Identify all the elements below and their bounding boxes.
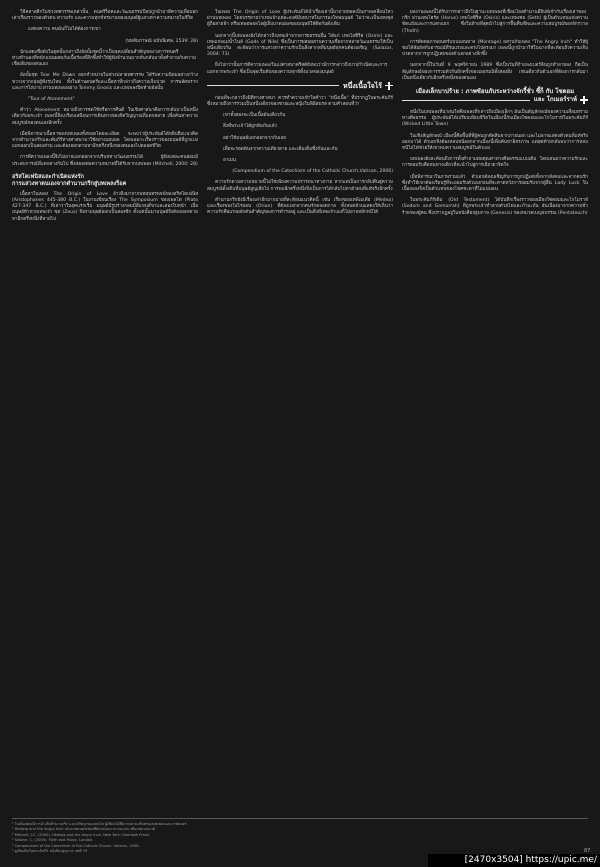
footnote: ⁶ ดูเพิ่มเติมในพระคัมภีร์ หนังสือปฐมกาล บทที่ 19: [12, 849, 88, 854]
paragraph: การตีความเพลงนี้จึงไม่อาจแยกออกจากบริบททางวัฒนธรรมได้ ผู้ฟังแต่ละคนย่อมมีประสบการณ์ที่แตกต่างกันไป ซึ่งส่งผลต่อความหมายที่ได้รับจากบทเพลง (Mitchell, 2000: 28): [12, 155, 198, 167]
section-heading: [207, 82, 393, 90]
footnote: ² Hedwig and the Angry Inch เป็นภาพยนตร์เพลงที่ดัดแปลงมาจากละครเวทีออฟบรอดเวย์: [12, 827, 155, 832]
footnote: ⁵ Compendium of the Catechism of the Catholic Church. Vatican, 2006.: [12, 843, 140, 848]
text-column-right: [402, 10, 588, 222]
paragraph: วิธีคลาสสิกในช่วงทศวรรษเหล่านั้น ดนตรีร็อคและวัฒนธรรมป๊อปถูกนำมาตีความเพื่อบอกเล่าเรื่องราวของตัวตน ความรัก และความทุกข์ทรมานของมนุษย์ผู้แสวงหาความหมายในชีวิต: [12, 10, 198, 22]
section-heading-text: หนึ่งเนื้อใจไร้: [343, 81, 382, 90]
paragraph: อัลบั้มชุด Tear Me Down ออกจำหน่ายในช่วงปลายทศวรรษ ได้รับความนิยมอย่างกว้างขวางจากกลุ่มผู้ฟังรุ่นใหม่ ทั้งในด้านดนตรีและเนื้อหาที่กล่าวถึงความเจ็บปวด การพลัดพราก และการไถ่บาป ผ่านบทเพลงอย่าง Tommy Gnosis และบทเพลงปิดท้ายอัลบั้ม: [12, 73, 198, 91]
section-heading: [402, 88, 588, 104]
paragraph: คำว่า Atonement หมายถึงการชดใช้หรือการคืนดี ในเชิงศาสนาคือการกลับมาเป็นหนึ่งเดียวกับพระเจ้า เพลงนี้จึงเปรียบเสมือนการเดินทางของจิตวิญญาณที่แตกสลาย เพื่อค้นหาความสมบูรณ์ของตนเองอีกครั้ง: [12, 108, 198, 126]
text-column-middle: [207, 10, 393, 221]
scripture-verse: เขาทั้งสองจะเป็นเนื้ออันเดียวกัน: [223, 113, 286, 119]
paragraph: นอกจากนี้บทเพลงยังได้กล่าวถึงเทพเจ้าจากอารยธรรมอื่น ได้แก่ เทพโอซิริส (Osiris) และเทพแห่งแม่น้ำไนล์ (Gods of Nile) ซึ่งเป็นการผสมผสานความเชื่อจากหลายวัฒนธรรมให้เป็นหนึ่งเดียวกัน สะท้อนว่าการแสวงหาความรักเป็นสิ่งสากลที่มนุษย์ทุกคนต้องเผชิญ (Salazar, 2004: 73): [207, 33, 393, 58]
paragraph: บทเพลงยังสะท้อนถึงการตั้งคำถามต่อคุณค่าทางศีลธรรมแบบเดิม โดยเสนอว่าความรักและการยอมรับคือหนทางเดียวที่จะนำไปสู่การเยียวยาจิตใจ: [402, 157, 588, 169]
song-title: "Tour of Atonement": [28, 97, 75, 103]
verse-citation: (Compendium of the Catechism of the Catholic Church,Vatican, 2006): [232, 169, 393, 175]
footnotes: [12, 818, 591, 854]
text-column-left: [12, 10, 198, 228]
paragraph: การตัดต่อภาพยนตร์แบบมอนทาจ (Montage) ผสานกับเพลง "The Angry Inch" ทำให้ผู้ชมได้สัมผัสกับอารมณ์ที่รุนแรงและตรงไปตรงมา เพลงนี้ถูกนำมาใช้ในฉากที่สะท้อนถึงความเจ็บปวดจากการถูกปฏิเสธของตัวเอกอย่างลึกซึ้ง: [402, 39, 588, 58]
cross-icon: [385, 82, 393, 90]
paragraph: ในพระคัมภีร์เดิม (Old Testament) ได้บันทึกเรื่องราวของเมืองโซดอมและโกโมราห์ (Sodom and Gomorrah) ที่ถูกพระเจ้าทำลายด้วยไฟและกำมะถัน อันเนื่องมาจากความชั่วร้ายของผู้คน ซึ่งปรากฏอยู่ในหนังสือปฐมกาล (Genesis) ของหมวดเบญจบรรณ (Pentateuch): [402, 198, 588, 216]
footnote: ³ Mitchell, J.C. (2000). Hedwig and the Angry Inch. New York: Overlook Press.: [12, 832, 150, 837]
page-number: 87: [584, 848, 591, 854]
quote-citation: (บทสัมภาษณ์ ฉบับพิเศษ, 2539: 28): [125, 38, 198, 44]
footnote: ¹ ในเนื้อเพลงมีการอ้างถึงตำนานกรีก และปรัชญาของเพลโต ผู้เขียนได้ตีความตามบริบทของบทเพลงและภาพยนตร์: [12, 822, 187, 826]
paragraph: ก่อนที่จะกล่าวถึงมิติทางศาสนา ควรทำความเข้าใจคำว่า "หนึ่งเนื้อ" ที่ปรากฏในพระคัมภีร์ ซึ่งหมายถึงการรวมเป็นหนึ่งเดียวของชายและหญิงในพิธีสมรส ตามคำสอนที่ว่า: [207, 95, 393, 108]
subheading-line-1: อริสโตเฟนิสและกำเนิดแห่งรัก: [12, 173, 84, 180]
paragraph: ในเชิงสัญลักษณ์ เมืองนี้คือพื้นที่ที่ผู้คนถูกตัดสินจากภายนอก และไม่อาจแสดงตัวตนที่แท้จริงออกมาได้ ตัวเอกจึงต้องหลบหนีออกจากเมืองนี้เพื่อค้นหาอิสรภาพ แต่สุดท้ายกลับพบว่าการหลบหนีไม่ได้ช่วยให้เขาพบความสมบูรณ์ในตัวเอง: [402, 133, 588, 152]
paragraph: ยิ่งไปกว่านั้นการตีความเพลงในแง่ศาสนาคริสต์ยังพบว่ามีการกล่าวถึงบาปกำเนิดและการแยกจากพระเจ้า ซึ่งเป็นจุดเริ่มต้นของความทุกข์ทั้งมวลของมนุษย์: [207, 63, 388, 75]
section-heading-line-1: เมืองเล็กบาปร้าย : ภาพซ้อนกับระหว่างจักรี้ชั่ว ซี้ก็ กับ โซดอม: [415, 88, 575, 96]
paragraph: นักแสดงชื่อดังในยุคนั้นกล่าวถึงอัลบั้มชุดนี้ว่าเป็นจุดเปลี่ยนสำคัญของวงการดนตรี ท่วงทำนองที่หนักแน่นผสมกับเนื้อร้องที่ลึกซึ้งทำให้ผู้ฟังจำนวนมากหันกลับมาตั้งคำถามกับความเชื่อเดิมของตนเอง: [12, 49, 197, 68]
paragraph: ความรักตามความหมายนี้ไม่ใช่เพียงความปรารถนาทางกาย หากแต่เป็นการกลับคืนสู่ความสมบูรณ์ดั้งเดิมที่มนุษย์สูญเสียไป การพบอีกครึ่งหนึ่งจึงเป็นการได้กลับไปหาตัวตนที่แท้จริงอีกครั้ง: [207, 180, 393, 192]
block-quote: แสดงความ คนฉันก็ไม่ได้ต้องการเขา: [28, 27, 101, 33]
paragraph: เนื้อหาในเพลง The Origin of Love อ้างอิงมาจากบทสุนทรพจน์ของอริสโตเฟนิส (Aristophanes 445-380 B.C.) ในงานเขียนเรื่อง The Symposium ของเพลโต (Plato 427-347 B.C.) ที่เล่าว่าในยุคแรกเริ่ม มนุษย์มีรูปร่างกลมมีสี่แขนสี่ขาและสองใบหน้า เมื่อมนุษย์ท้าทายเทพเจ้า ซุส (Zeus) จึงผ่ามนุษย์ออกเป็นสองซีก ตั้งแต่นั้นมามนุษย์จึงต้องออกตามหาอีกครึ่งหนึ่งที่หายไป: [12, 191, 198, 222]
paragraph: นอกจากนี้ในวันที่ 9 พฤศจิกายน 1989 ซึ่งเป็นวันที่กำแพงเบอร์ลินถูกทำลายลง ถือเป็นสัญลักษณ์ของการรวมตัวกันอีกครั้งของเยอรมนีทั้งสองฝั่ง เช่นเดียวกับตัวเอกที่ต้องการกลับมาเป็นหนึ่งเดียวกับอีกครึ่งหนึ่งของตนเอง: [402, 63, 588, 81]
scripture-verse: อย่าให้มนุษย์แยกออกจากกันเลย: [223, 135, 286, 141]
scripture-verse: อาเมน: [223, 158, 237, 164]
footnote: ⁴ Salazar, L. (2004). Myth and Music. London.: [12, 838, 94, 843]
scripture-verse: เพื่อจะรอดพ้นจากความเดียวดาย และเติมเต็มซึ่งกันและกัน: [223, 146, 338, 152]
subheading: [12, 174, 198, 188]
paragraph: ตำนานกรีกยังมีเรื่องเล่าอีกมากมายที่สะท้อนแนวคิดนี้ เช่น เรื่องของเทพีเมเดีย (Medea) และเรื่องของโอไรออน (Orion) ที่ต้องแยกจากคนรักตลอดกาล ทั้งหมดล้วนแสดงให้เห็นว่าความรักคือแรงผลักดันสำคัญของการดำรงอยู่ และเป็นสิ่งที่เทพเจ้าเองก็ไม่อาจหลีกหนีได้: [207, 197, 393, 216]
heading-rule: [207, 85, 339, 86]
paragraph: ในเพลง The Origin of Love ผู้ประพันธ์ได้นำเรื่องเล่านี้มาถ่ายทอดเป็นภาพเคลื่อนไหวผ่านบทเพลง โดยบรรยายว่าเทพเจ้าแต่ละองค์มีบทบาทในการลงโทษมนุษย์ ไม่ว่าจะเป็นเทพซุส ผู้ถือสายฟ้า หรือเทพอพอลโลผู้เย็บบาดแผลของมนุษย์ให้ติดกันดังเดิม: [207, 10, 393, 28]
image-host-watermark: [2470x3504] https://upic.me/: [428, 854, 600, 867]
paragraph: หนึ่งในบทเพลงที่น่าสนใจคือเพลงที่กล่าวถึงเมืองเล็กๆ อันเป็นสัญลักษณ์ของความเสื่อมทรามทางศีลธรรม ผู้ประพันธ์ได้เปรียบเทียบชีวิตในเมืองนี้กับเมืองโซดอมและโกโมราห์ในพระคัมภีร์ (Wicked Little Town): [402, 110, 588, 128]
paragraph: ผลงานเพลงนี้ได้รับการกล่าวถึงในฐานะบทเพลงที่เชื่อมโยงตำนานอียิปต์เข้ากับเรื่องเล่าของกรีก ผ่านเทพโฮรัส (Horus) เทพโอซิริส (Osiris) และเทพเซธ (Seth) ผู้เป็นตัวแทนแห่งความขัดแย้งและการแตกแยก ซึ่งในท้ายที่สุดนำไปสู่การฟื้นคืนชีพและความสมบูรณ์ของจักรวาล (Thoth): [402, 10, 588, 34]
heading-rule: [402, 100, 530, 101]
paragraph: เมื่อพิจารณาในภาพรวมแล้ว ตัวเอกต้องเผชิญกับการถูกปฏิเสธทั้งจากสังคมและจากคนรัก ซึ่งทำให้เขาต้องเรียนรู้ที่จะยอมรับตัวเองก่อนที่จะคาดหวังการยอมรับจากผู้อื่น Lady Luck ในเนื้อเพลงจึงเป็นตัวแทนของโชคชะตาที่ไม่แน่นอน: [402, 174, 588, 193]
paragraph: เมื่อพิจารณาเนื้อหาของบทเพลงทั้งหมดโดยละเอียด จะพบว่าผู้ประพันธ์ได้หยิบยืมแนวคิดจากตำนานกรีกและคัมภีร์ทางศาสนามาใช้อย่างแยบยล โดยเฉพาะเรื่องราวของมนุษย์ที่ถูกแบ่งแยกออกเป็นสองส่วน และต้องออกตามหาอีกครึ่งหนึ่งของตนเองไปตลอดชีวิต: [12, 131, 198, 150]
cross-icon: [580, 96, 588, 104]
subheading-line-2: การแสวงหาตนเองจากตำนานกรีกสู่บทเพลงร็อค: [12, 180, 127, 187]
section-heading-line-2: และ โกเมอร์ราห์: [533, 96, 577, 104]
scripture-verse: สิ่งที่พระเจ้าได้ผูกพันกันแล้ว: [223, 124, 278, 130]
